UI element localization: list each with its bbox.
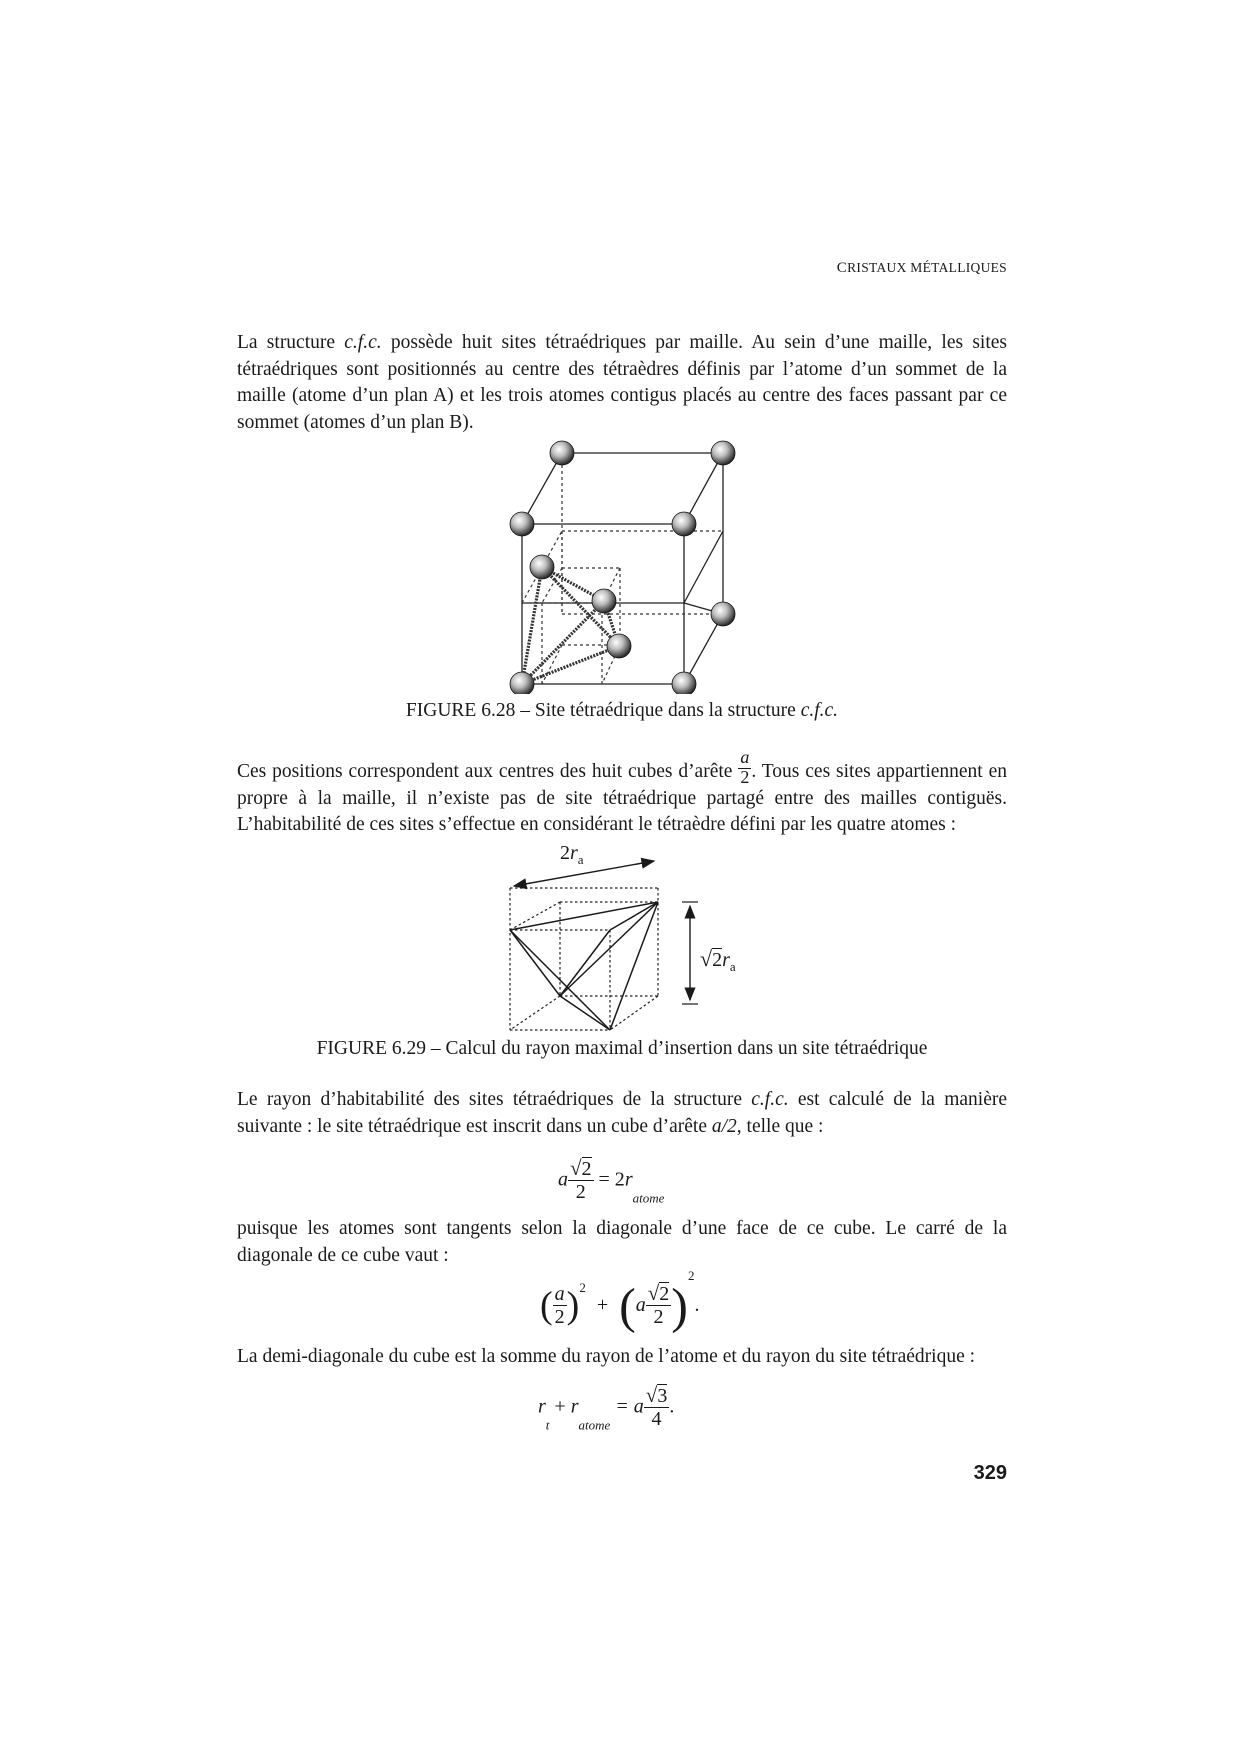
atom-face — [607, 634, 631, 658]
atom-corner — [510, 512, 534, 536]
paragraph-intro — [237, 330, 1007, 436]
eq2-exp2: 2 — [687, 1268, 695, 1283]
figure-6-29-diagram — [500, 848, 740, 1038]
para4-text: puisque les atomes sont tangents selon la diagonale d’une face de ce cube. Le carré de la diagonale de ce cube vaut : — [237, 1218, 1007, 1266]
label-2ra-var: r — [570, 842, 578, 864]
para3-lead: Le rayon d’habitabilité des sites tétraédriques de la structure — [237, 1089, 752, 1110]
figure-6-28-label: FIGURE — [405, 700, 477, 721]
eq2-end: . — [694, 1293, 700, 1316]
label-sqrt2-var: r — [722, 949, 730, 971]
para3-text-mid: est calculé de la manière suivante : le site tétraédrique est inscrit dans un cube d’arête — [237, 1089, 1007, 1137]
eq1-fraction: $\frac{√2}{2}$ — [570, 1156, 592, 1203]
label-2ra-coef: 2 — [560, 842, 570, 864]
label-sqrt2-root: 2 — [712, 949, 723, 971]
para2-text-before: Ces positions correspondent aux centres des huit cubes d’arête — [237, 761, 739, 782]
figure-6-28-cfc: c.f.c. — [800, 700, 839, 721]
eq1-root: 2 — [581, 1158, 592, 1180]
running-head-initial: C — [836, 260, 848, 276]
eq1-r: r — [624, 1168, 633, 1191]
figure-6-29-caption — [237, 1038, 1007, 1060]
paragraph-half-diagonal — [237, 1344, 1007, 1371]
equation-1 — [558, 1157, 664, 1207]
label-2ra-sub: a — [577, 852, 584, 867]
eq3-den: 4 — [651, 1408, 662, 1430]
figure-6-29-label: FIGURE — [316, 1038, 387, 1059]
eq3-r2: r — [570, 1395, 579, 1418]
fraction-a-over-2 — [738, 746, 751, 788]
eq1-rhs: = 2 — [598, 1168, 625, 1191]
figure-6-28-caption — [237, 700, 1007, 722]
fraction-numerator: a — [740, 747, 750, 768]
paragraph-radius — [237, 1087, 1007, 1140]
fraction-denominator: 2 — [740, 767, 750, 788]
eq1-sub: atome — [632, 1190, 665, 1206]
figure-6-28-diagram — [500, 432, 740, 694]
eq3-sub2: atome — [578, 1417, 611, 1433]
para2-text-after: . Tous ces sites appartiennent en propre à la maille, il n’existe pas de site tétraédrique partagé entre des mailles contiguës. L’habitabilité de ces sites s’effectue en considérant le tétraèdre défini par les quatre atomes : — [237, 761, 1008, 835]
atom-corner — [510, 672, 534, 694]
eq3-fraction: $\frac{√3}{4}$ — [645, 1383, 668, 1430]
figure-6-29-text: 6.29 – Calcul du rayon maximal d’insertion dans un site tétraédrique — [386, 1038, 928, 1059]
atom-face — [592, 589, 616, 613]
eq3-r1: r — [538, 1395, 546, 1418]
para3-edge: a/2 — [711, 1115, 737, 1137]
eq2-plus: + — [596, 1293, 609, 1316]
eq3-sub1: t — [545, 1417, 550, 1433]
atom-face — [530, 555, 554, 579]
para1-text: possède huit sites tétraédriques par maille. Au sein d’une maille, les sites tétraédriques sont positionnés au centre des tétraèdres définis par l’atome d’un sommet de la maille (atome d’un plan A) et les trois atomes contigus placés au centre des faces passant par ce sommet (atomes d’un plan B). — [237, 332, 1007, 433]
running-head-text: RISTAUX MÉTALLIQUES — [847, 260, 1007, 275]
eq2-exp1: 2 — [579, 1280, 586, 1295]
eq3-plus: + — [554, 1395, 566, 1418]
para5-text: La demi-diagonale du cube est la somme du rayon de l’atome et du rayon du site tétraédrique : — [237, 1346, 976, 1367]
eq1-den: 2 — [575, 1181, 586, 1203]
eq2-fraction-1 — [553, 1283, 567, 1328]
label-sqrt2-sub: a — [729, 959, 736, 974]
eq3-eq: = a — [615, 1395, 644, 1418]
eq1-a: a — [558, 1168, 568, 1191]
page-number: 329 — [973, 1462, 1007, 1484]
atom-corner — [550, 441, 574, 465]
running-head — [600, 260, 1007, 277]
equation-3 — [538, 1384, 674, 1434]
eq2-num1: a — [554, 1282, 565, 1305]
eq2-root: 2 — [659, 1283, 670, 1306]
atom-corner — [672, 672, 696, 694]
eq2-a: a — [635, 1293, 646, 1316]
atom-corner — [672, 512, 696, 536]
paragraph-positions — [237, 747, 1008, 839]
eq2-fraction-2: $\frac{√2}{2}$ — [647, 1281, 670, 1329]
atom-corner — [711, 602, 735, 626]
eq3-root: 3 — [657, 1385, 668, 1407]
label-2ra — [560, 842, 584, 868]
para1-lead: La structure — [237, 332, 345, 353]
eq3-end: . — [669, 1395, 675, 1418]
para3-text-end: , telle que : — [736, 1115, 824, 1137]
eq2-den1: 2 — [554, 1305, 565, 1328]
para3-cfc: c.f.c. — [751, 1089, 789, 1110]
eq2-den2: 2 — [653, 1306, 664, 1329]
para1-cfc: c.f.c. — [344, 332, 382, 353]
atom-corner — [711, 441, 735, 465]
figure-6-28-text: 6.28 – Site tétraédrique dans la structure — [476, 700, 801, 721]
label-sqrt2-ra: $√2r_a$ — [700, 946, 736, 974]
equation-2: ( $\frac{a}{2}$ )$^2$ + (a $\frac{√2}{2}$ )$^2$. — [540, 1268, 700, 1334]
paragraph-diagonal — [237, 1216, 1007, 1269]
